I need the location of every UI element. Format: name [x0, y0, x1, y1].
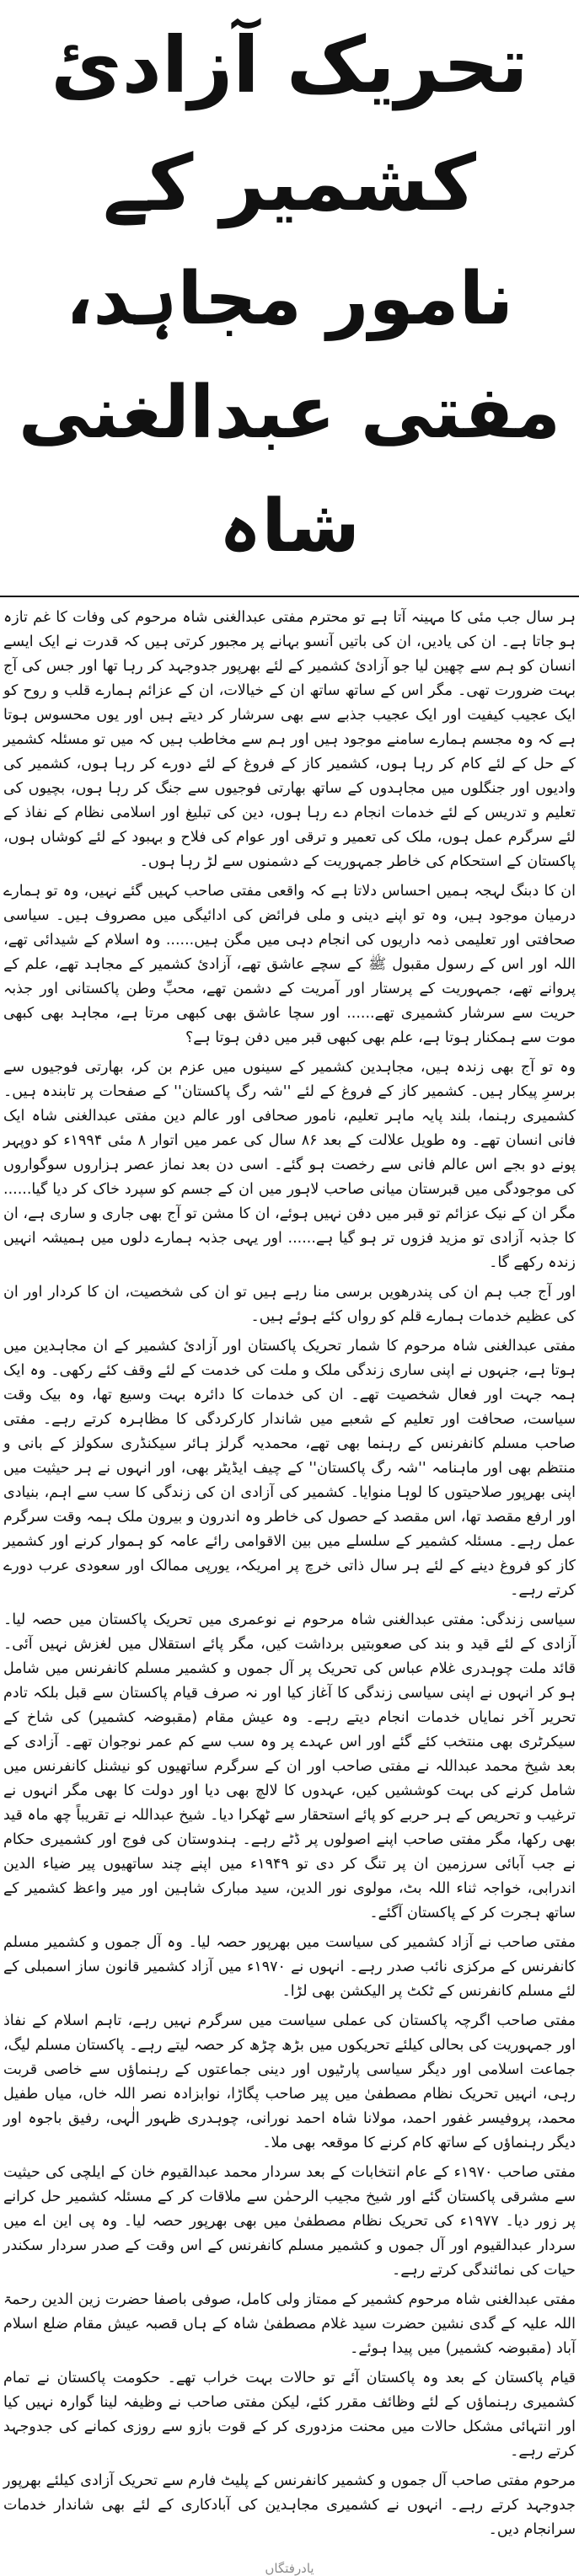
headline-line-1: تحریک آزادیٔ کشمیر کے	[51, 20, 528, 228]
headline	[0, 0, 579, 584]
paragraph: ان کا دبنگ لہجہ ہمیں احساس دلاتا ہے کہ واقعی مفتی صاحب کہیں گئے نہیں، وہ تو ہمارے درمیان موجود ہیں، وہ تو اپنے دینی و ملی فرائض کی ادائیگی میں مصروف ہیں۔ سیاسی صحافتی اور تعلیمی ذمہ داریوں کی انجام دہی میں مگن ہیں...... وہ اسلام کے شیدائی تھے، اللہ اور اس کے رسول مقبول ﷺ کے سچے عاشق تھے، آزادیٔ کشمیر کے مجاہد تھے، علم کے پروانے تھے، جمہوریت کے پرستار اور آمریت کے دشمن تھے، محبِّ وطن پاکستانی اور جذبہ حریت سے سرشار کشمیری تھے...... اور سچا عاشق بھی کبھی مرتا ہے، مجاہد بھی کبھی موت سے ہمکنار ہوتا ہے، علم بھی کبھی قبر میں دفن ہوتا ہے؟	[3, 883, 576, 1046]
paragraph: مفتی صاحب اگرچہ پاکستان کی عملی سیاست میں سرگرم نہیں رہے، تاہم اسلام کے نفاذ اور جمہوریت کی بحالی کیلئے تحریکوں میں بڑھ چڑھ کر حصہ لیتے رہے۔ پاکستان مسلم لیگ، جماعت اسلامی اور دیگر سیاسی پارٹیوں اور دینی جماعتوں کے رہنماؤں سے خاصی قربت رہی، انہیں تحریک نظام مصطفیٰ میں پیر صاحب پگاڑا، نوابزادہ نصر اللہ خاں، میاں طفیل محمد، پروفیسر غفور احمد، مولانا شاہ احمد نورانی، چوہدری ظہور الٰہی، رفیق باجوہ اور دیگر رہنماؤں کے ساتھ کام کرنے کا موقعہ بھی ملا۔	[3, 2012, 576, 2151]
paragraph: مفتی عبدالغنی شاہ مرحوم کا شمار تحریک پاکستان اور آزادیٔ کشمیر کے ان مجاہدین میں ہوتا ہے، جنہوں نے اپنی ساری زندگی ملک و ملت کی خدمت کے لئے وقف کئے رکھی۔ وہ ایک ہمہ جہت اور فعال شخصیت تھے۔ ان کی خدمات کا دائرہ بہت وسیع تھا، وہ بیک وقت سیاست، صحافت اور تعلیم کے شعبے میں شاندار کارکردگی کا مظاہرہ کرتے رہے۔ مفتی صاحب مسلم کانفرنس کے رہنما بھی تھے، محمدیہ گرلز ہائر سیکنڈری سکولز کے بانی و منتظم بھی اور ماہنامہ ''شہ رگ پاکستان'' کے چیف ایڈیٹر بھی، اور انہوں نے ہر حیثیت میں اپنی بھرپور صلاحیتوں کا لوہا منوایا۔ کشمیر کی آزادی ان کی زندگی کا سب سے اہم، بنیادی اور ارفع مقصد تھا، اس مقصد کے حصول کی خاطر وہ اندرون و بیرون ملک ہمہ وقت سرگرم عمل رہے۔ مسئلہ کشمیر کے سلسلے میں بین الاقوامی رائے عامہ کو ہموار کرنے اور کشمیر کاز کو فروغ دینے کے لئے ہر سال ذاتی خرچ پر امریکہ، یورپی ممالک اور سعودی عرب دورے کرتے رہے۔	[3, 1338, 576, 1599]
paragraph: مفتی عبدالغنی شاہ مرحوم کشمیر کے ممتاز ولی کامل، صوفی باصفا حضرت زین الدین رحمۃ اللہ علیہ کے گدی نشین حضرت سید غلام مصطفیٰ شاہ کے ہاں قصبہ عیش مقام ضلع اسلام آباد (مقبوضہ کشمیر) میں پیدا ہوئے۔	[3, 2291, 576, 2357]
paragraph: اور آج جب ہم ان کی پندرھویں برسی منا رہے ہیں تو ان کی شخصیت، ان کا کردار اور ان کی عظیم خدمات ہمارے قلم کو رواں کئے ہوئے ہیں۔	[3, 1284, 576, 1325]
headline-divider	[0, 596, 579, 597]
paragraph: مفتی صاحب نے آزاد کشمیر کی سیاست میں بھرپور حصہ لیا۔ وہ آل جموں و کشمیر مسلم کانفرنس کے مرکزی نائب صدر رہے۔ انہوں نے ۱۹۷۰ء میں آزاد کشمیر قانون ساز اسمبلی کے لئے مسلم کانفرنس کے ٹکٹ پر الیکشن بھی لڑا۔	[3, 1934, 576, 2000]
paragraph: وہ تو آج بھی زندہ ہیں، مجاہدین کشمیر کے سینوں میں عزم بن کر، بھارتی فوجیوں سے برسرِ پیکار ہیں۔ کشمیر کاز کے فروغ کے لئے ''شہ رگ پاکستان'' کے صفحات پر تابندہ ہیں۔ کشمیری رہنما، بلند پایہ ماہر تعلیم، نامور صحافی اور عالم دین مفتی عبدالغنی شاہ ایک فانی انسان تھے۔ وہ طویل علالت کے بعد ۸۶ سال کی عمر میں اتوار ۸ مئی ۱۹۹۴ء کو دوپہر پونے دو بجے اس عالم فانی سے رخصت ہو گئے۔ اسی دن بعد نماز عصر ہزاروں سوگواروں کی موجودگی میں قبرستان میانی صاحب لاہور میں ان کے جسم کو سپرد خاک کر دیا گیا...... مگر ان کے نیک عزائم تو قبر میں دفن نہیں ہوئے، ان کا مشن تو آج بھی جاری و ساری ہے، ان کا جذبہ آزادی تو مزید فزوں تر ہو گیا ہے...... اور یہی جذبہ ہمارے دلوں میں ہمیشہ انہیں زندہ رکھے گا۔	[3, 1059, 576, 1271]
paragraph: مرحوم مفتی صاحب آل جموں و کشمیر کانفرنس کے پلیٹ فارم سے تحریک آزادی کیلئے بھرپور جدوجہد کرتے رہے۔ انہوں نے کشمیری مجاہدین کی آبادکاری کے لئے بھی شاندار خدمات سرانجام دیں۔	[3, 2472, 576, 2538]
paragraph: سیاسی زندگی: مفتی عبدالغنی شاہ مرحوم نے نوعمری میں تحریک پاکستان میں حصہ لیا۔ آزادی کے لئے قید و بند کی صعوبتیں برداشت کیں، مگر پائے استقلال میں لغزش نہیں آئی۔ قائد ملت چوہدری غلام عباس کی تحریک پر آل جموں و کشمیر مسلم کانفرنس میں شامل ہو کر انہوں نے اپنی سیاسی زندگی کا آغاز کیا اور نہ صرف قیام پاکستان سے قبل بلکہ تادم تحریر آخر نمایاں خدمات انجام دیتے رہے۔ وہ عیش مقام (مقبوضہ کشمیر) کی شاخ کے سیکرٹری بھی منتخب کئے گئے اور اس عہدے پر وہ سب سے کم عمر نوجوان تھے۔ آزادی کے بعد شیخ محمد عبداللہ نے مفتی صاحب اور ان کے سرگرم ساتھیوں کو نیشنل کانفرنس میں شامل کرنے کی بہت کوششیں کیں، عہدوں کا لالچ بھی دیا اور دولت کا بھی مگر انہوں نے ترغیب و تحریص کے ہر حربے کو پائے استحقار سے ٹھکرا دیا۔ شیخ عبداللہ نے تقریباً چھ ماہ قید بھی رکھا، مگر مفتی صاحب اپنے اصولوں پر ڈٹے رہے۔ ہندوستان کی فوج اور کشمیری حکام نے جب آبائی سرزمین ان پر تنگ کر دی تو ۱۹۴۹ء میں اپنے چند ساتھیوں پیر ضیاء الدین اندرابی، خواجہ ثناء اللہ بٹ، مولوی نور الدین، سید مبارک شاہین اور میر واعظ کشمیر کے ساتھ ہجرت کر کے پاکستان آگئے۔	[3, 1611, 576, 1921]
section-label: یادرفتگاں	[265, 2561, 314, 2576]
paragraph: قیام پاکستان کے بعد وہ پاکستان آئے تو حالات بہت خراب تھے۔ حکومت پاکستان نے تمام کشمیری رہنماؤں کے لئے وظائف مقرر کئے، لیکن مفتی صاحب نے وظیفہ لینا گوارہ نہیں کیا اور انتہائی مشکل حالات میں محنت مزدوری کر کے قوت بازو سے روزی کمانے کی جدوجہد کرتے رہے۔	[3, 2370, 576, 2460]
paragraph: مفتی صاحب ۱۹۷۰ء کے عام انتخابات کے بعد سردار محمد عبدالقیوم خان کے ایلچی کی حیثیت سے مشرقی پاکستان گئے اور شیخ مجیب الرحمٰن سے ملاقات کر کے مسئلہ کشمیر حل کرانے پر زور دیا۔ ۱۹۷۷ء کی تحریک نظام مصطفیٰ میں بھی بھرپور حصہ لیا۔ وہ پی این اے میں سردار عبدالقیوم اور آل جموں و کشمیر مسلم کانفرنس کے اس وقت کے صدر سردار سکندر حیات کی نمائندگی کرتے رہے۔	[3, 2164, 576, 2279]
paragraph: ہر سال جب مئی کا مہینہ آتا ہے تو محترم مفتی عبدالغنی شاہ مرحوم کی وفات کا غم تازہ ہو جاتا ہے۔ ان کی یادیں، ان کی باتیں آنسو بہانے پر مجبور کرتی ہیں کہ قدرت نے ایک ایسے انسان کو ہم سے چھین لیا جو آزادیٔ کشمیر کے لئے بھرپور جدوجہد کر رہا تھا اور جس کی آج بہت ضرورت تھی۔ مگر اس کے ساتھ ساتھ ان کے خیالات، ان کے عزائم ہمارے قلب و روح کو ایک عجیب کیفیت اور ایک عجیب جذبے سے بھی سرشار کر دیتے ہیں اور یوں محسوس ہوتا ہے کہ وہ مجسم ہمارے سامنے موجود ہیں اور ہم سے مخاطب ہیں کہ میں تو مسئلہ کشمیر کے حل کے لئے کام کر رہا ہوں، کشمیر کاز کے فروغ کے لئے دورے کر رہا ہوں، کشمیر کی وادیوں اور جنگلوں میں مجاہدوں کے ساتھ بھارتی فوجیوں سے جنگ کر رہا ہوں، بچیوں کی تعلیم و تدریس کے لئے خدمات انجام دے رہا ہوں، دین کی تبلیغ اور اسلامی نظام کے نفاذ کے لئے سرگرم عمل ہوں، ملک کی تعمیر و ترقی اور عوام کی فلاح و بہبود کے لئے کوشاں ہوں، پاکستان کے استحکام کی خاطر جمہوریت کے دشمنوں سے لڑ رہا ہوں۔	[3, 609, 576, 870]
headline-line-2: نامور مجاہد، مفتی عبدالغنی شاہ	[18, 257, 561, 569]
article-body	[0, 606, 579, 2542]
